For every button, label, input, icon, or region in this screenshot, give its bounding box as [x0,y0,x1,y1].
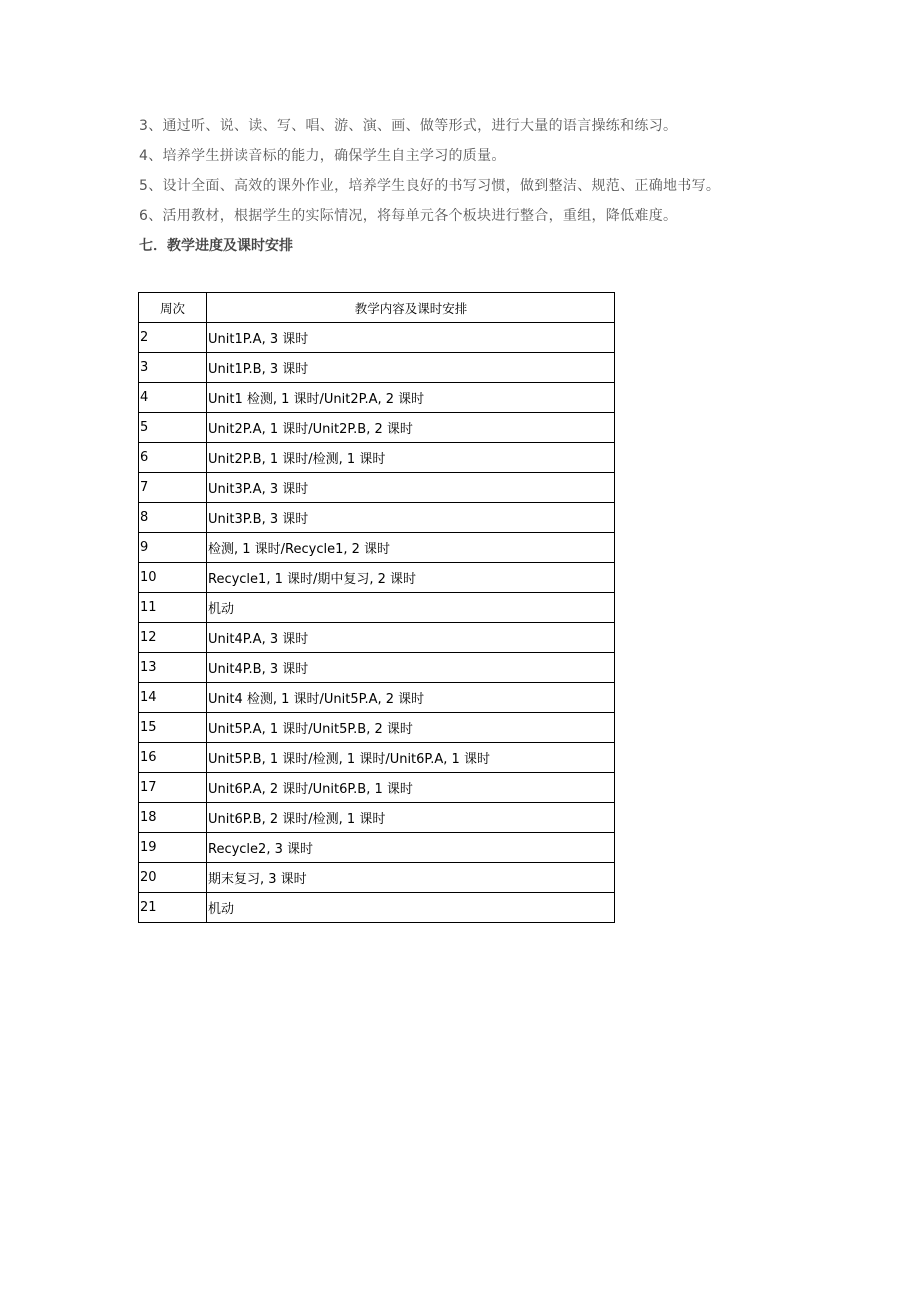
week-cell: 4 [139,383,207,413]
table-row [139,653,615,683]
content-cell: Recycle2, 3 课时 [207,833,615,863]
week-cell: 7 [139,473,207,503]
week-cell: 18 [139,803,207,833]
week-cell: 5 [139,413,207,443]
table-row [139,503,615,533]
week-cell: 17 [139,773,207,803]
week-cell: 14 [139,683,207,713]
column-header-content: 教学内容及课时安排 [207,293,615,323]
content-cell: Unit3P.B, 3 课时 [207,503,615,533]
table-row [139,323,615,353]
table-row [139,533,615,563]
content-cell: Unit5P.A, 1 课时/Unit5P.B, 2 课时 [207,713,615,743]
paragraph-item-4: 4、培养学生拼读音标的能力，确保学生自主学习的质量。 [139,148,506,164]
table-row [139,353,615,383]
section-heading: 七．教学进度及课时安排 [139,238,293,254]
week-cell: 9 [139,533,207,563]
content-cell: 机动 [207,593,615,623]
week-cell: 8 [139,503,207,533]
table-header-row [139,293,615,323]
table-row [139,713,615,743]
content-cell: Unit1 检测, 1 课时/Unit2P.A, 2 课时 [207,383,615,413]
content-cell: Unit1P.A, 3 课时 [207,323,615,353]
table-row [139,443,615,473]
content-cell: 期末复习, 3 课时 [207,863,615,893]
week-cell: 11 [139,593,207,623]
week-cell: 10 [139,563,207,593]
table-row [139,563,615,593]
table-row [139,593,615,623]
paragraph-item-3: 3、通过听、说、读、写、唱、游、演、画、做等形式，进行大量的语言操练和练习。 [139,118,678,134]
content-cell: Unit4 检测, 1 课时/Unit5P.A, 2 课时 [207,683,615,713]
week-cell: 19 [139,833,207,863]
content-cell: Recycle1, 1 课时/期中复习, 2 课时 [207,563,615,593]
paragraph-item-5: 5、设计全面、高效的课外作业，培养学生良好的书写习惯，做到整洁、规范、正确地书写。 [139,178,721,194]
table-row [139,383,615,413]
content-cell: Unit3P.A, 3 课时 [207,473,615,503]
table-row [139,773,615,803]
schedule-table [138,292,615,923]
table-row [139,743,615,773]
table-row [139,473,615,503]
content-cell: Unit4P.A, 3 课时 [207,623,615,653]
content-cell: Unit4P.B, 3 课时 [207,653,615,683]
content-cell: 检测, 1 课时/Recycle1, 2 课时 [207,533,615,563]
week-cell: 16 [139,743,207,773]
week-cell: 13 [139,653,207,683]
table-row [139,893,615,923]
table-row [139,683,615,713]
table-row [139,833,615,863]
week-cell: 3 [139,353,207,383]
content-cell: 机动 [207,893,615,923]
column-header-week: 周次 [139,293,207,323]
paragraph-item-6: 6、活用教材，根据学生的实际情况，将每单元各个板块进行整合，重组，降低难度。 [139,208,678,224]
table-row [139,413,615,443]
week-cell: 20 [139,863,207,893]
week-cell: 21 [139,893,207,923]
content-cell: Unit5P.B, 1 课时/检测, 1 课时/Unit6P.A, 1 课时 [207,743,615,773]
week-cell: 15 [139,713,207,743]
content-cell: Unit2P.A, 1 课时/Unit2P.B, 2 课时 [207,413,615,443]
table-row [139,803,615,833]
table-row [139,863,615,893]
content-cell: Unit6P.A, 2 课时/Unit6P.B, 1 课时 [207,773,615,803]
week-cell: 6 [139,443,207,473]
week-cell: 12 [139,623,207,653]
content-cell: Unit6P.B, 2 课时/检测, 1 课时 [207,803,615,833]
table-row [139,623,615,653]
content-cell: Unit2P.B, 1 课时/检测, 1 课时 [207,443,615,473]
week-cell: 2 [139,323,207,353]
content-cell: Unit1P.B, 3 课时 [207,353,615,383]
